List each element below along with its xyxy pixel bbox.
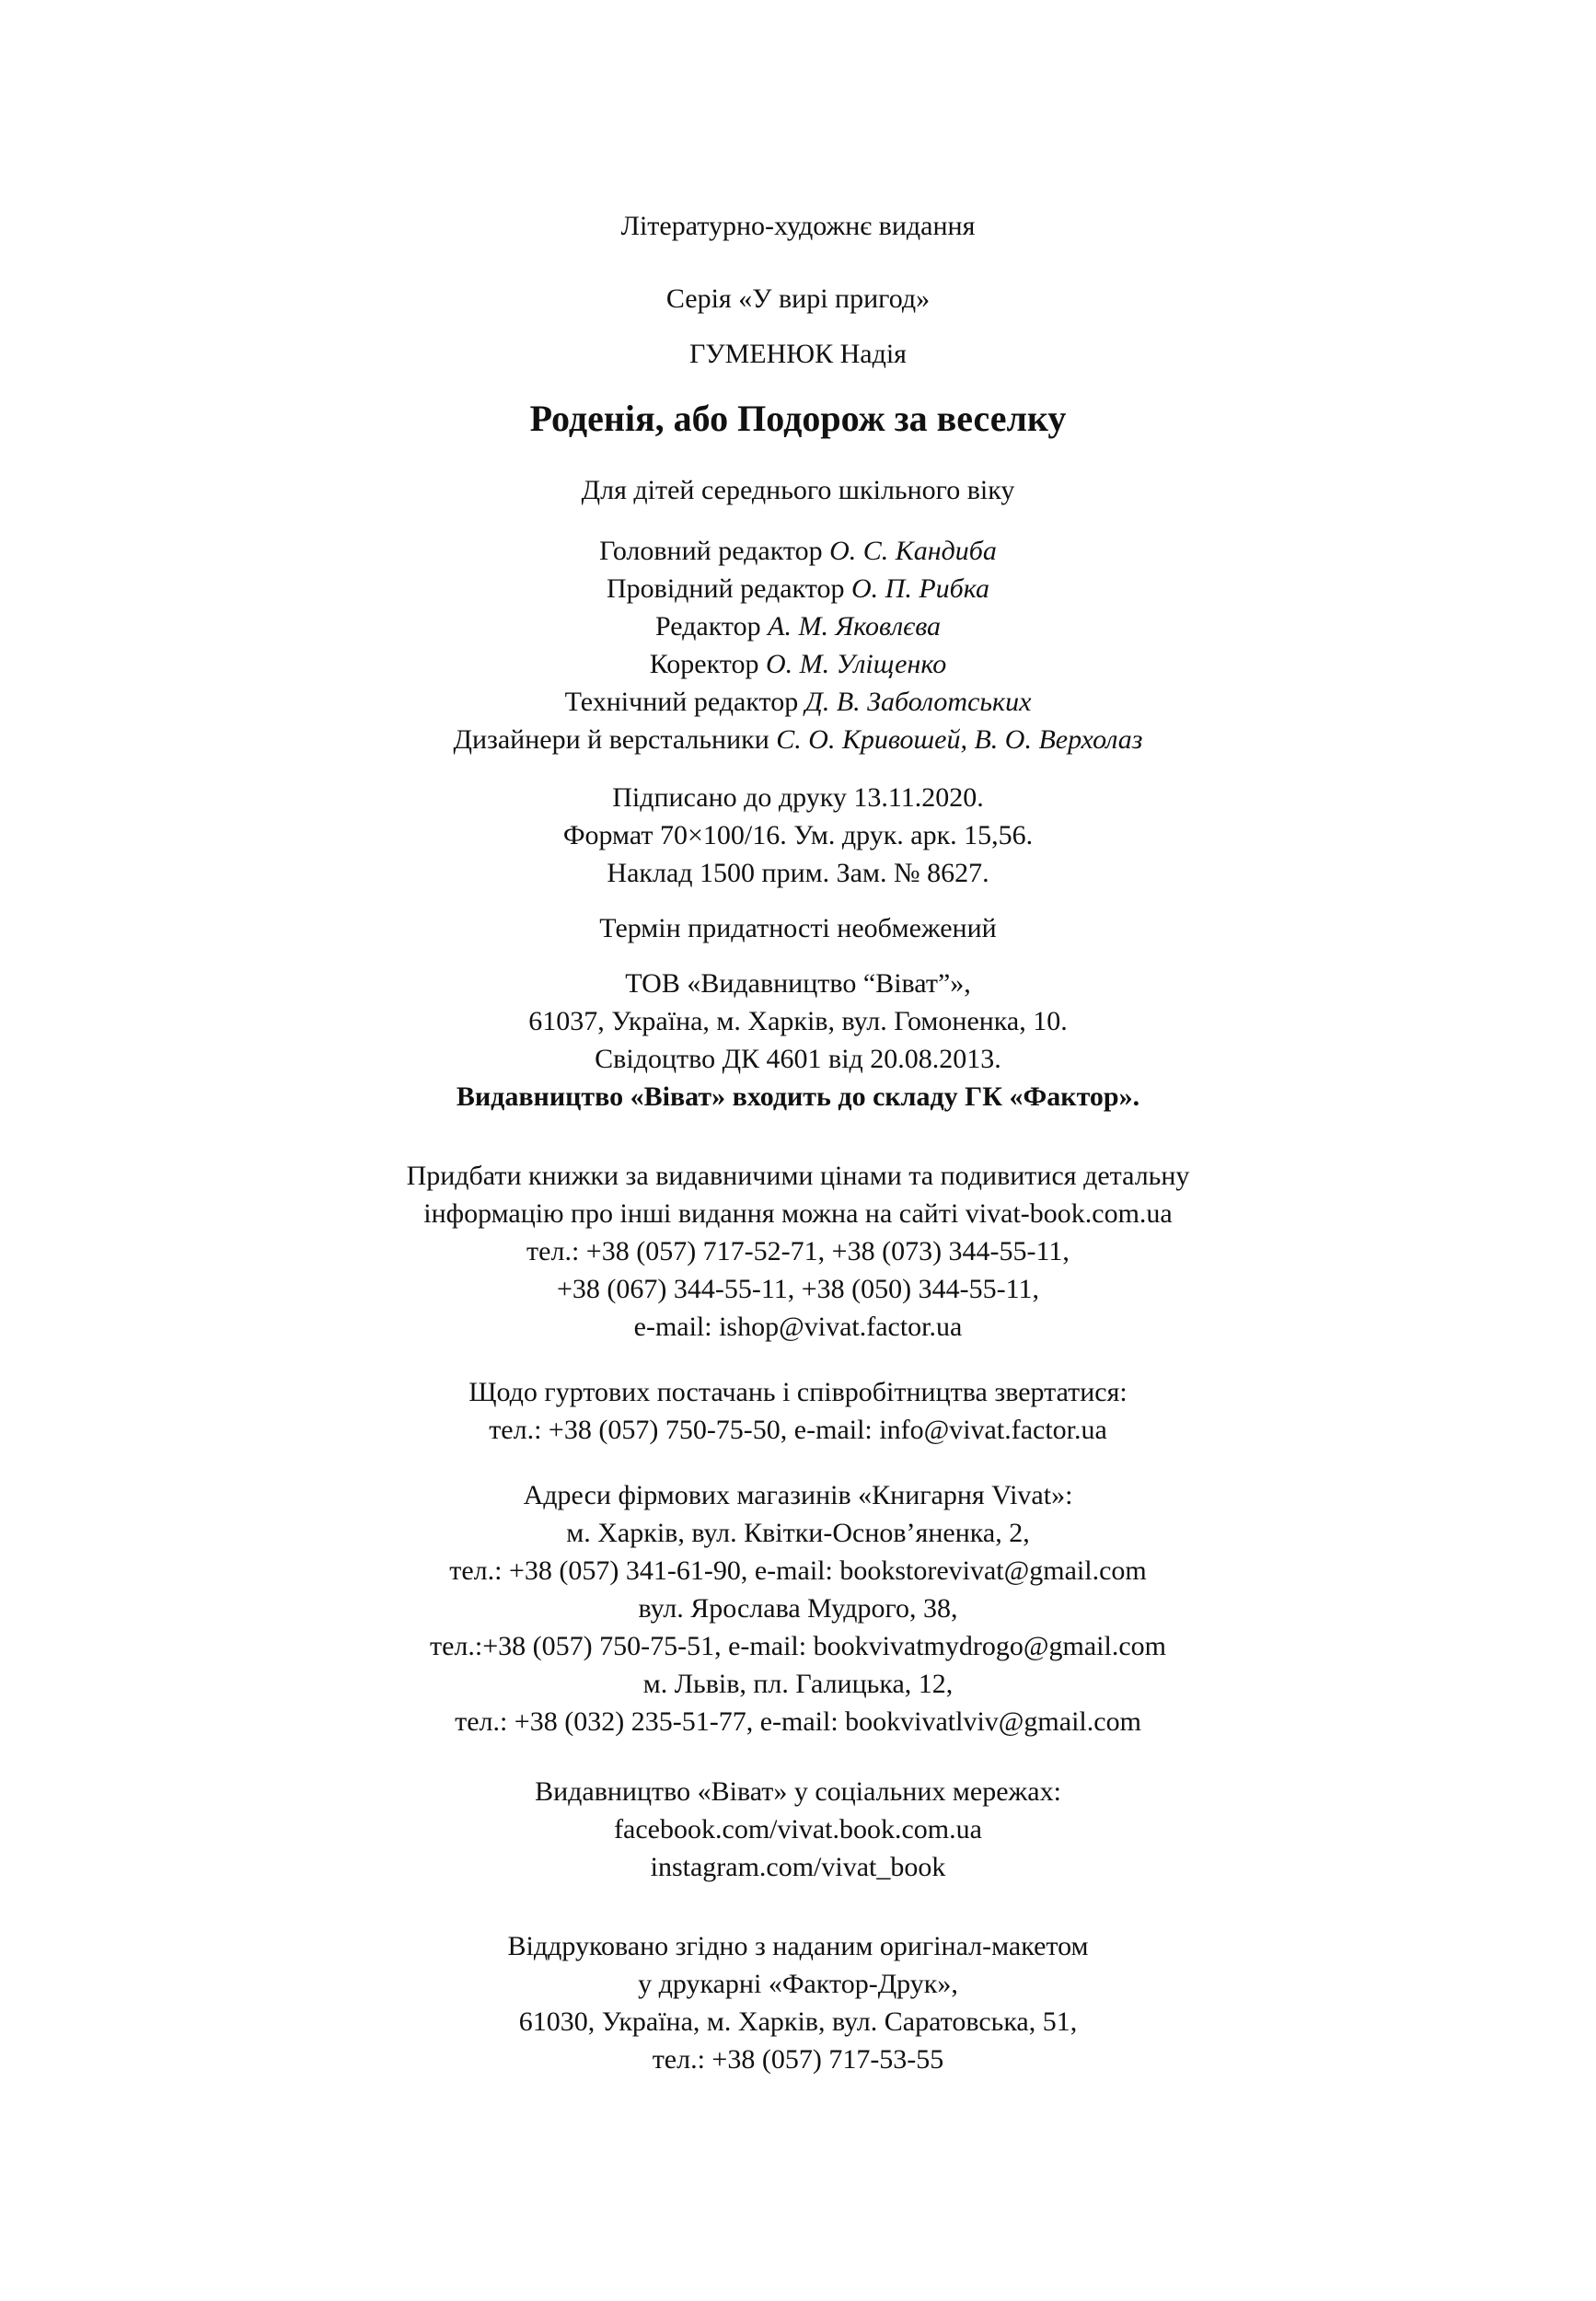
- staff-name: О. С. Кандиба: [829, 536, 997, 566]
- print-info-line: Наклад 1500 прим. Зам. № 8627.: [607, 858, 989, 888]
- book-title: Роденія, або Подорож за веселку: [529, 398, 1067, 439]
- print-info-line: Формат 70×100/16. Ум. друк. арк. 15,56.: [562, 820, 1034, 850]
- publisher-group-line: Видавництво «Віват» входить до складу ГК «Фактор».: [456, 1081, 1140, 1112]
- purchase-email-line: e-mail: ishop@vivat.factor.ua: [633, 1312, 963, 1342]
- publisher-line: ТОВ «Видавництво “Віват”»,: [625, 968, 971, 999]
- purchase-block: [0, 1157, 1596, 1346]
- staff-block: [0, 532, 1596, 758]
- printing-house-line: Віддруковано згідно з наданим оригінал-макетом: [507, 1931, 1089, 1961]
- purchase-line: Придбати книжки за видавничими цінами та подивитися детальну: [406, 1161, 1190, 1191]
- store-contact-line: тел.: +38 (032) 235-51-77, e-mail: bookvivatlviv@gmail.com: [455, 1706, 1141, 1737]
- staff-line: [0, 607, 1596, 645]
- staff-name: О. М. Уліщенко: [765, 649, 947, 679]
- store-address-line: м. Львів, пл. Галицька, 12,: [642, 1669, 954, 1699]
- staff-role: Технічний редактор: [564, 687, 805, 717]
- printing-house-line: у друкарні «Фактор-Друк»,: [638, 1969, 958, 1999]
- staff-line: [0, 532, 1596, 570]
- instagram-line: instagram.com/vivat_book: [650, 1852, 946, 1882]
- printing-house-block: [0, 1927, 1596, 2078]
- purchase-line: інформацію про інші видання можна на сайті vivat-book.com.ua: [423, 1198, 1173, 1229]
- printing-house-line: 61030, Україна, м. Харків, вул. Саратовська, 51,: [518, 2006, 1078, 2037]
- purchase-phone-line: +38 (067) 344-55-11, +38 (050) 344-55-11,: [556, 1274, 1040, 1304]
- staff-line: [0, 721, 1596, 758]
- publisher-line: 61037, Україна, м. Харків, вул. Гомоненка, 10.: [528, 1006, 1068, 1036]
- series-line: Серія «У вирі пригод»: [665, 283, 931, 314]
- staff-name: С. О. Кривошей, В. О. Верхолаз: [776, 724, 1143, 755]
- author-line: ГУМЕНЮК Надія: [689, 339, 907, 369]
- staff-name: А. М. Яковлєва: [768, 611, 942, 642]
- audience-line: Для дітей середнього шкільного віку: [581, 475, 1015, 505]
- social-header-line: Видавництво «Віват» у соціальних мережах:: [535, 1776, 1061, 1807]
- purchase-phone-line: тел.: +38 (057) 717-52-71, +38 (073) 344-55-11,: [526, 1236, 1070, 1266]
- stores-header-line: Адреси фірмових магазинів «Книгарня Vivat»:: [523, 1480, 1073, 1510]
- staff-role: Коректор: [649, 649, 766, 679]
- wholesale-block: [0, 1373, 1596, 1449]
- store-address-line: м. Харків, вул. Квітки-Основ’яненка, 2,: [566, 1518, 1030, 1548]
- staff-role: Редактор: [654, 611, 769, 642]
- staff-name: О. П. Рибка: [850, 573, 990, 604]
- publisher-block: [0, 965, 1596, 1116]
- wholesale-contact-line: тел.: +38 (057) 750-75-50, e-mail: info@vivat.factor.ua: [489, 1415, 1107, 1445]
- staff-role: Провідний редактор: [606, 573, 851, 604]
- staff-name: Д. В. Заболотських: [804, 687, 1032, 717]
- staff-role: Дизайнери й верстальники: [453, 724, 777, 755]
- staff-line: [0, 683, 1596, 721]
- social-block: [0, 1773, 1596, 1886]
- print-info-block: [0, 779, 1596, 892]
- publisher-line: Свідоцтво ДК 4601 від 20.08.2013.: [595, 1044, 1001, 1074]
- printing-house-phone-line: тел.: +38 (057) 717-53-55: [652, 2044, 944, 2075]
- staff-role: Головний редактор: [599, 536, 830, 566]
- store-address-line: вул. Ярослава Мудрого, 38,: [638, 1593, 958, 1624]
- staff-line: [0, 645, 1596, 683]
- shelf-life-line: Термін придатності необмежений: [599, 913, 997, 943]
- edition-type-line: Літературно-художнє видання: [620, 211, 976, 241]
- wholesale-line: Щодо гуртових постачань і співробітництва звертатися:: [468, 1377, 1128, 1407]
- print-info-line: Підписано до друку 13.11.2020.: [612, 782, 984, 813]
- store-contact-line: тел.:+38 (057) 750-75-51, e-mail: bookvivatmydrogo@gmail.com: [430, 1631, 1166, 1661]
- stores-block: [0, 1476, 1596, 1740]
- store-contact-line: тел.: +38 (057) 341-61-90, e-mail: bookstorevivat@gmail.com: [449, 1555, 1147, 1586]
- facebook-line: facebook.com/vivat.book.com.ua: [614, 1814, 982, 1844]
- staff-line: [0, 570, 1596, 607]
